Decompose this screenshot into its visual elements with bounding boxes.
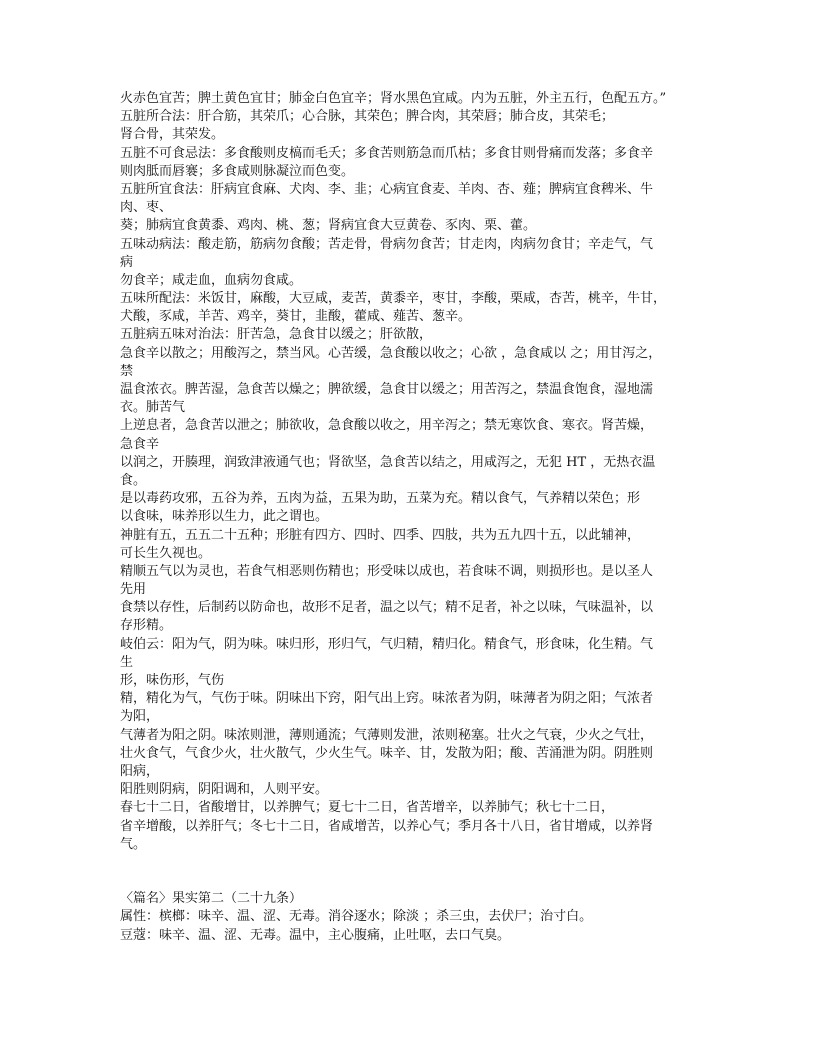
text-line: 火赤色宜苦；脾土黄色宜甘；肺金白色宜辛；肾水黑色宜咸。内为五脏，外主五行，色配五方。” xyxy=(120,91,667,106)
blank-line xyxy=(120,872,702,890)
text-line: 五脏病五味对治法：肝苦急，急食甘以缓之；肝欲散， xyxy=(120,327,433,343)
text-line: 禁 xyxy=(120,363,134,379)
text-line: 五脏不可食忌法：多食酸则皮槁而毛夭；多食苦则筋急而爪枯；多食甘则骨痛而发落；多食辛 xyxy=(120,145,654,161)
text-line: 生 xyxy=(120,654,134,670)
text-line: 五味所配法：米饭甘，麻酸，大豆咸，麦苦，黄黍辛，枣甘，李酸，栗咸，杏苦，桃辛，牛甘， xyxy=(120,291,667,307)
text-line: 壮火食气，气食少火，壮火散气，少火生气。味辛、甘，发散为阳；酸、苦涌泄为阴。阴胜则 xyxy=(120,745,654,761)
section-title: 属性：槟榔：味辛、温、涩、无毒。消谷逐水；除淡 ；杀三虫，去伏尸；治寸白。 xyxy=(120,909,593,925)
text-line: 精，精化为气，气伤于味。阴味出下窍，阳气出上窍。味浓者为阴，味薄者为阴之阳；气浓者 xyxy=(120,691,654,707)
text-line: 葵；肺病宜食黄黍、鸡肉、桃、葱；肾病宜食大豆黄卷、豕肉、栗、藿。 xyxy=(120,218,537,234)
text-line: 食禁以存性，后制药以防命也，故形不足者，温之以气；精不足者，补之以味，气味温补，以 xyxy=(120,600,654,616)
text-line: 勿食辛；咸走血，血病勿食咸。 xyxy=(120,272,303,288)
text-line: 食。 xyxy=(120,472,147,488)
text-line: 岐伯云：阳为气，阴为味。味归形，形归气，气归精，精归化。精食气，形食味，化生精。气 xyxy=(120,636,654,652)
text-line: 肉、枣、 xyxy=(120,200,173,216)
text-line: 衣。肺苦气 xyxy=(120,400,186,416)
text-line: 病 xyxy=(120,254,134,270)
text-line: 先用 xyxy=(120,582,147,598)
text-line: 存形精。 xyxy=(120,618,173,634)
text-line: 犬酸，豕咸，羊苦、鸡辛，葵甘，韭酸，藿咸、薤苦、葱辛。 xyxy=(120,309,472,325)
text-line: 以润之，开腠理，润致津液通气也；肾欲坚，急食苦以结之，用咸泻之，无犯 HT ，无热衣温 xyxy=(120,454,656,470)
text-line xyxy=(120,945,702,963)
toc-heading: 〈篇名〉果实第二（二十九条） xyxy=(120,891,303,907)
text-line: 春七十二日，省酸增甘，以养脾气；夏七十二日，省苦增辛，以养肺气；秋七十二日， xyxy=(120,800,615,816)
text-line: 是以毒药攻邪，五谷为养，五肉为益，五果为助，五菜为充。精以食气，气养精以荣色；形 xyxy=(120,491,641,507)
text-line: 肾合骨，其荣发。 xyxy=(120,127,225,143)
text-line: 则肉胝而唇褰；多食咸则脉凝泣而色变。 xyxy=(120,163,355,179)
text-line: 精顺五气以为灵也，若食气相恶则伤精也；形受味以成也，若食味不调，则损形也。是以圣人 xyxy=(120,563,654,579)
text-line: 急食辛 xyxy=(120,436,160,452)
text-line: 可长生久视也。 xyxy=(120,545,212,561)
text-line xyxy=(120,854,702,872)
text-line: 豆蔻：味辛、温、涩、无毒。温中，主心腹痛，止吐呕，去口气臭。 xyxy=(120,927,511,943)
text-line: 气。 xyxy=(120,836,147,852)
text-line: 五脏所合法：肝合筋，其荣爪；心合脉，其荣色；脾合肉，其荣唇；肺合皮，其荣毛； xyxy=(120,109,615,125)
text-line: 急食辛以散之；用酸泻之，禁当风。心苦缓，急食酸以收之；心欲 ，急食咸以 之；用甘泻之， xyxy=(120,345,662,361)
text-line: 五味动病法：酸走筋，筋病勿食酸；苦走骨，骨病勿食苦；甘走肉，肉病勿食甘；辛走气，气 xyxy=(120,236,654,252)
text-line: 为阳， xyxy=(120,709,160,725)
text-line: 神脏有五，五五二十五种；形脏有四方、四时、四季、四肢，共为五九四十五，以此辅神， xyxy=(120,527,641,543)
text-line: 气薄者为阳之阴。味浓则泄，薄则通流；气薄则发泄，浓则秘塞。壮火之气衰，少火之气壮， xyxy=(120,727,654,743)
text-line: 阳病， xyxy=(120,763,160,779)
text-line: 温食浓衣。脾苦湿，急食苦以燥之；脾欲缓，急食甘以缓之；用苦泻之，禁温食饱食，湿地濡 xyxy=(120,382,654,397)
text-line: 阳胜则阴病，阴阳调和，人则平安。 xyxy=(120,782,329,798)
text-line: 五脏所宜食法：肝病宜食麻、犬肉、李、韭；心病宜食麦、羊肉、杏、薤；脾病宜食稗米、牛 xyxy=(120,181,654,197)
text-line: 以食味，味养形以生力，此之谓也。 xyxy=(120,509,329,525)
text-line: 上逆息者，急食苦以泄之；肺欲收，急食酸以收之，用辛泻之；禁无寒饮食、寒衣。肾苦燥， xyxy=(120,418,654,434)
document-text xyxy=(120,90,702,963)
text-line: 省辛增酸，以养肝气；冬七十二日，省咸增苦，以养心气；季月各十八日，省甘增咸，以养肾 xyxy=(120,818,654,834)
text-line: 形，味伤形，气伤 xyxy=(120,673,225,688)
